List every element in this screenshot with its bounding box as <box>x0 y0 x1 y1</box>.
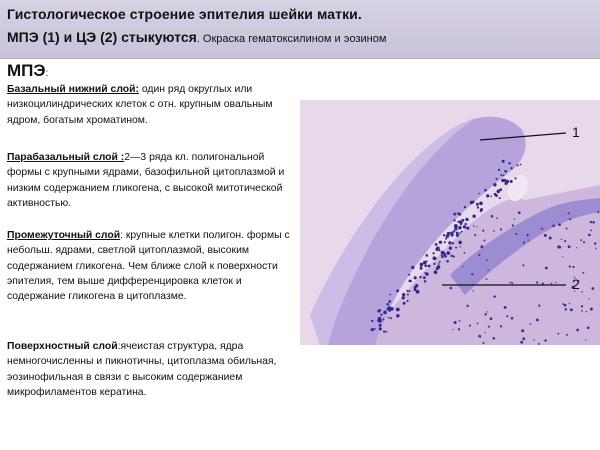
nucleus-dot <box>484 313 486 315</box>
nucleus-dot <box>444 241 446 243</box>
nucleus-dot <box>581 310 583 312</box>
nucleus-dot <box>485 332 486 333</box>
nucleus-dot <box>435 243 438 246</box>
nucleus-dot <box>464 252 466 254</box>
nucleus-dot <box>515 233 517 235</box>
nucleus-dot <box>493 295 495 297</box>
nucleus-dot <box>490 317 493 320</box>
nucleus-dot <box>406 290 408 292</box>
nucleus-dot <box>557 333 559 335</box>
paragraph-intermediate-layer <box>7 228 299 304</box>
nucleus-dot <box>450 287 453 290</box>
desc-superficial-layer: :ячеистая структура, ядра немногочисленны и пикнотичны, цитоплазма обильная, эозинофильная в связи с высоким содержанием микрофиламентов кератина. <box>7 341 277 398</box>
nucleus-dot <box>371 328 374 331</box>
nucleus-dot <box>590 308 593 311</box>
nucleus-dot <box>530 323 532 325</box>
nucleus-dot <box>506 315 508 317</box>
nucleus-dot <box>523 241 525 243</box>
nucleus-dot <box>541 228 543 230</box>
nucleus-dot <box>454 321 457 324</box>
nucleus-dot <box>407 294 409 296</box>
nucleus-dot <box>549 237 552 240</box>
nucleus-dot <box>498 169 500 171</box>
nucleus-dot <box>493 183 496 186</box>
nucleus-dot <box>396 314 399 317</box>
nucleus-dot <box>518 211 521 214</box>
nucleus-dot <box>426 265 428 267</box>
nucleus-dot <box>520 341 523 344</box>
nucleus-dot <box>533 339 534 340</box>
nucleus-dot <box>446 234 450 238</box>
nucleus-dot <box>377 319 380 322</box>
nucleus-dot <box>581 305 583 307</box>
nucleus-dot <box>453 213 456 216</box>
nucleus-dot <box>485 189 487 191</box>
nucleus-dot <box>453 219 455 221</box>
nucleus-dot <box>558 223 561 226</box>
nucleus-dot <box>528 240 529 241</box>
nucleus-dot <box>517 164 519 166</box>
nucleus-dot <box>576 329 579 332</box>
nucleus-dot <box>444 254 446 256</box>
nucleus-dot <box>459 220 463 224</box>
nucleus-dot <box>486 311 487 312</box>
nucleus-dot <box>512 224 514 226</box>
nucleus-dot <box>564 304 567 307</box>
figure-label-1: 1 <box>572 124 580 140</box>
nucleus-dot <box>480 245 483 248</box>
nucleus-dot <box>499 197 501 199</box>
nucleus-dot <box>456 234 458 236</box>
nucleus-dot <box>383 331 385 333</box>
title-staining-note: . Окраска гематоксилином и эозином <box>196 33 387 45</box>
nucleus-dot <box>510 167 512 169</box>
nucleus-dot <box>445 238 447 240</box>
nucleus-dot <box>408 280 410 282</box>
nucleus-dot <box>493 230 494 231</box>
desc-intermediate-layer: : крупные клетки полигон. формы с небольш. ядрами, светлой цитоплазмой, высоким содержанием гликогена. Чем ближе слой к поверхности эпителия, тем выше дифференцировка клеток и содержание гликогена в цитоплазме. <box>7 230 290 303</box>
nucleus-dot <box>587 326 590 329</box>
nucleus-dot <box>424 280 426 282</box>
nucleus-dot <box>463 225 466 228</box>
heading-colon: : <box>45 68 49 79</box>
nucleus-dot <box>455 247 457 249</box>
nucleus-dot <box>471 273 473 275</box>
nucleus-dot <box>446 260 449 263</box>
nucleus-dot <box>508 162 510 164</box>
nucleus-dot <box>386 303 389 306</box>
nucleus-dot <box>585 340 586 341</box>
nucleus-dot <box>450 255 452 257</box>
nucleus-dot <box>569 303 570 304</box>
nucleus-dot <box>551 283 553 285</box>
nucleus-dot <box>373 328 375 330</box>
nucleus-dot <box>552 224 555 227</box>
nucleus-dot <box>387 307 391 311</box>
nucleus-dot <box>504 182 507 185</box>
nucleus-dot <box>385 331 387 333</box>
nucleus-dot <box>419 276 421 278</box>
nucleus-dot <box>408 290 410 292</box>
nucleus-dot <box>416 290 420 294</box>
nucleus-dot <box>510 180 513 183</box>
nucleus-dot <box>438 263 440 265</box>
nucleus-dot <box>522 337 525 340</box>
nucleus-dot <box>592 221 595 224</box>
nucleus-dot <box>478 193 480 195</box>
nucleus-dot <box>510 282 512 284</box>
nucleus-dot <box>500 325 502 327</box>
nucleus-dot <box>426 254 429 257</box>
micrograph-svg <box>300 100 600 345</box>
nucleus-dot <box>443 234 445 236</box>
nucleus-dot <box>511 317 514 320</box>
paragraph-superficial-layer <box>7 339 299 400</box>
nucleus-dot <box>538 343 540 345</box>
slide-title-line1: Гистологическое строение эпителия шейки матки. <box>7 6 362 22</box>
term-superficial-layer: Поверхностный слой <box>7 341 118 352</box>
title-bar <box>0 0 600 59</box>
nucleus-dot <box>591 287 594 290</box>
nucleus-dot <box>433 263 435 265</box>
nucleus-dot <box>502 160 505 163</box>
nucleus-dot <box>458 328 460 330</box>
nucleus-dot <box>520 164 522 166</box>
nucleus-dot <box>390 317 392 319</box>
nucleus-dot <box>536 318 539 321</box>
nucleus-dot <box>566 227 568 229</box>
nucleus-dot <box>522 264 524 266</box>
nucleus-dot <box>479 201 483 205</box>
nucleus-dot <box>465 218 468 221</box>
nucleus-dot <box>544 234 547 237</box>
nucleus-dot <box>568 212 570 214</box>
nucleus-dot <box>388 300 391 303</box>
nucleus-dot <box>415 284 418 287</box>
nucleus-dot <box>480 210 482 212</box>
nucleus-dot <box>439 249 441 251</box>
nucleus-dot <box>439 241 442 244</box>
nucleus-dot <box>459 232 461 234</box>
nucleus-dot <box>484 240 486 242</box>
nucleus-dot <box>569 265 571 267</box>
nucleus-dot <box>515 177 517 179</box>
nucleus-dot <box>453 329 454 330</box>
nucleus-dot <box>446 251 450 255</box>
nucleus-dot <box>482 230 484 232</box>
nucleus-dot <box>562 256 563 257</box>
nucleus-dot <box>569 218 571 220</box>
section-heading <box>7 61 48 81</box>
nucleus-dot <box>526 234 528 236</box>
nucleus-dot <box>436 247 439 250</box>
nucleus-dot <box>588 234 591 237</box>
nucleus-dot <box>566 334 568 336</box>
nucleus-dot <box>458 213 461 216</box>
title-bold-part: МПЭ (1) и ЦЭ (2) стыкуются <box>7 29 197 45</box>
nucleus-dot <box>576 247 577 248</box>
nucleus-dot <box>464 206 466 208</box>
nucleus-dot <box>403 302 406 305</box>
nucleus-dot <box>423 261 427 265</box>
nucleus-dot <box>477 323 479 325</box>
nucleus-dot <box>545 267 548 270</box>
nucleus-dot <box>570 308 573 311</box>
nucleus-dot <box>473 225 475 227</box>
nucleus-dot <box>490 195 492 197</box>
nucleus-dot <box>590 221 592 223</box>
nucleus-dot <box>462 266 463 267</box>
nucleus-dot <box>414 289 416 291</box>
nucleus-dot <box>454 224 456 226</box>
nucleus-dot <box>487 269 489 271</box>
nucleus-dot <box>589 298 590 299</box>
nucleus-dot <box>491 215 494 218</box>
nucleus-dot <box>466 305 468 307</box>
nucleus-dot <box>377 310 380 313</box>
nucleus-dot <box>542 282 544 284</box>
nucleus-dot <box>456 232 459 235</box>
nucleus-dot <box>379 327 382 330</box>
nucleus-dot <box>439 261 441 263</box>
paragraph-basal-layer <box>7 82 299 128</box>
nucleus-dot <box>544 339 546 341</box>
heading-label: МПЭ <box>7 61 46 80</box>
nucleus-dot <box>407 300 409 302</box>
nucleus-dot <box>496 217 498 219</box>
nucleus-dot <box>479 335 481 337</box>
nucleus-dot <box>470 201 473 204</box>
nucleus-dot <box>580 239 582 241</box>
nucleus-dot <box>486 278 488 280</box>
histology-micrograph <box>300 100 600 345</box>
nucleus-dot <box>503 179 506 182</box>
nucleus-dot <box>473 290 474 291</box>
nucleus-dot <box>425 272 428 275</box>
nucleus-dot <box>565 308 567 310</box>
term-parabasal-layer: Парабазальный слой : <box>7 152 125 163</box>
nucleus-dot <box>538 304 540 306</box>
nucleus-dot <box>402 296 405 299</box>
nucleus-dot <box>496 178 498 180</box>
nucleus-dot <box>586 311 587 312</box>
nucleus-dot <box>561 239 562 240</box>
nucleus-dot <box>371 320 373 322</box>
nucleus-dot <box>436 267 439 270</box>
nucleus-dot <box>557 245 560 248</box>
nucleus-dot <box>473 215 475 217</box>
nucleus-dot <box>486 194 489 197</box>
nucleus-dot <box>486 259 488 261</box>
nucleus-dot <box>474 234 476 236</box>
nucleus-dot <box>382 319 384 321</box>
nucleus-dot <box>459 241 462 244</box>
slide-title-line2 <box>7 29 386 45</box>
nucleus-dot <box>564 240 566 242</box>
nucleus-dot <box>500 228 502 230</box>
nucleus-dot <box>434 270 438 274</box>
nucleus-dot <box>495 194 498 197</box>
nucleus-dot <box>514 218 515 219</box>
nucleus-dot <box>389 294 391 296</box>
nucleus-dot <box>594 242 596 244</box>
nucleus-dot <box>512 282 514 284</box>
nucleus-dot <box>582 272 584 274</box>
nucleus-dot <box>423 276 426 279</box>
nucleus-dot <box>448 241 451 244</box>
nucleus-dot <box>392 309 394 311</box>
nucleus-dot <box>457 221 459 223</box>
nucleus-dot <box>396 289 399 292</box>
nucleus-dot <box>379 324 382 327</box>
nucleus-dot <box>590 230 592 232</box>
nucleus-dot <box>521 329 524 332</box>
nucleus-dot <box>568 245 571 248</box>
nucleus-dot <box>500 174 502 176</box>
nucleus-dot <box>402 293 405 296</box>
nucleus-dot <box>595 248 596 249</box>
nucleus-dot <box>449 247 452 250</box>
nucleus-dot <box>380 313 382 315</box>
nucleus-dot <box>459 246 461 248</box>
nucleus-dot <box>415 276 417 278</box>
nucleus-dot <box>572 266 574 268</box>
nucleus-dot <box>459 320 461 322</box>
nucleus-dot <box>435 257 437 259</box>
nucleus-dot <box>458 226 462 230</box>
desc-parabasal-layer: 2—3 ряда кл. полигональной формы с крупными ядрами, базофильной цитоплазмой и низким содержанием гликогена, с высокой митотической активностью. <box>7 152 285 209</box>
nucleus-dot <box>583 241 585 243</box>
nucleus-dot <box>476 226 477 227</box>
nucleus-dot <box>597 211 599 213</box>
nucleus-dot <box>488 326 490 328</box>
paragraph-parabasal-layer <box>7 150 299 211</box>
nucleus-dot <box>478 254 480 256</box>
nucleus-dot <box>555 282 556 283</box>
nucleus-dot <box>452 242 454 244</box>
nucleus-dot <box>493 337 496 340</box>
nucleus-dot <box>450 231 453 234</box>
desc-basal-layer: один ряд округлых или низкоцилиндрических клеток с отн. крупным овальным ядром, богатым хроматином. <box>7 84 273 126</box>
nucleus-dot <box>469 325 471 327</box>
nucleus-dot <box>499 188 502 191</box>
nucleus-dot <box>466 227 469 230</box>
term-intermediate-layer: Промежуточный слой <box>7 230 121 241</box>
nucleus-dot <box>388 317 390 319</box>
nucleus-dot <box>420 265 422 267</box>
nucleus-dot <box>503 175 505 177</box>
nucleus-dot <box>383 311 387 315</box>
nucleus-dot <box>477 206 479 208</box>
nucleus-dot <box>441 255 443 257</box>
nucleus-dot <box>461 231 463 233</box>
nucleus-dot <box>428 264 431 267</box>
nucleus-dot <box>420 267 423 270</box>
nucleus-dot <box>482 342 484 344</box>
nucleus-dot <box>396 308 400 312</box>
nucleus-dot <box>432 252 434 254</box>
nucleus-dot <box>581 291 582 292</box>
nucleus-dot <box>476 203 479 206</box>
nucleus-dot <box>465 223 467 225</box>
nucleus-dot <box>542 229 543 230</box>
nucleus-dot <box>536 281 538 283</box>
term-basal-layer: Базальный нижний слой: <box>7 84 139 95</box>
figure-label-2: 2 <box>572 276 580 292</box>
nucleus-dot <box>408 274 410 276</box>
nucleus-dot <box>504 306 507 309</box>
nucleus-dot <box>411 266 414 269</box>
nucleus-dot <box>504 170 507 173</box>
